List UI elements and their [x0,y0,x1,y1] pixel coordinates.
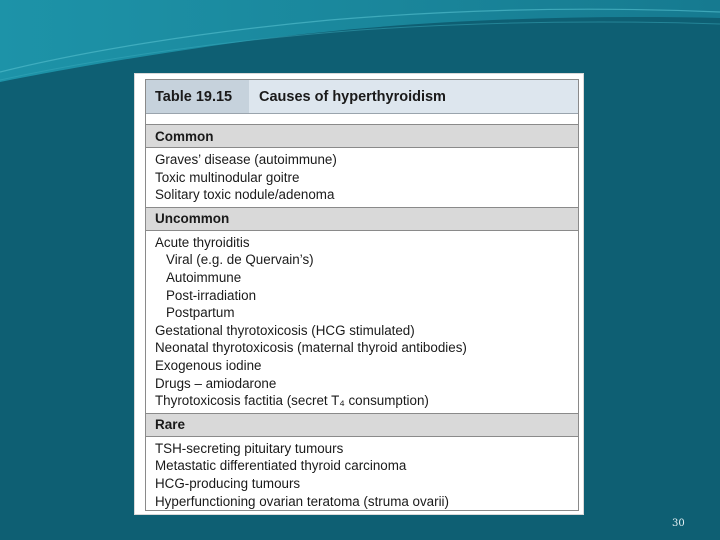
section-heading: Rare [146,413,578,437]
table-caption [146,80,578,114]
table-row: Thyrotoxicosis factitia (secret T₄ consumption) [155,393,429,409]
table-row: Post-irradiation [166,287,257,303]
section-list [146,148,578,207]
table-row: Toxic multinodular goitre [155,169,300,185]
section-heading: Uncommon [146,207,578,231]
table-row: TSH-secreting pituitary tumours [155,440,344,456]
table-row: Solitary toxic nodule/adenoma [155,187,335,203]
table-row: HCG-producing tumours [155,475,301,491]
table-row: Acute thyroiditis [155,234,250,250]
table-row: Drugs – amiodarone [155,375,277,391]
table-row: Gestational thyrotoxicosis (HCG stimulated) [155,322,415,338]
table-row: Metastatic differentiated thyroid carcinoma [155,458,407,474]
section-heading: Common [146,124,578,148]
table-row: Graves’ disease (autoimmune) [155,152,337,167]
table-row: Viral (e.g. de Quervain’s) [166,252,314,268]
table-row: Exogenous iodine [155,357,262,373]
table-row: Postpartum [166,305,235,321]
table-sections [146,124,578,513]
section-list [146,437,578,513]
table-row: Autoimmune [166,269,242,285]
caption-spacer [146,114,578,124]
table-title: Causes of hyperthyroidism [259,88,446,105]
page-number: 30 [672,518,685,529]
table-image-card [134,73,584,515]
table-row: Hyperfunctioning ovarian teratoma (struma ovarii) [155,493,449,509]
table-number: Table 19.15 [146,80,249,113]
table-row: Neonatal thyrotoxicosis (maternal thyroid antibodies) [155,340,467,356]
causes-table [145,79,579,511]
section-list [146,231,578,413]
